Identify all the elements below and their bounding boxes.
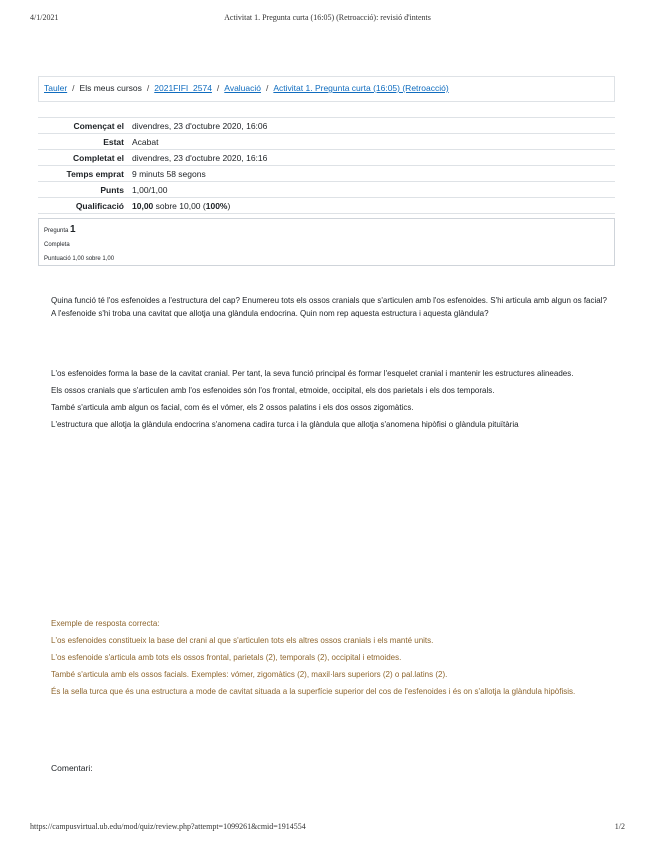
print-header [30,13,625,25]
right-answer-paragraph: També s'articula amb els ossos facials. Exemples: vómer, zigomàtics (2), maxil·lars superiors (2) o pal.latins (2). [51,670,448,679]
summary-label: Estat [38,134,128,150]
grade-middle: sobre 10,00 ( [153,200,206,211]
summary-label: Qualificació [38,198,128,214]
print-footer [30,822,625,834]
question-number-value: 1 [70,224,76,235]
print-title: Activitat 1. Pregunta curta (16:05) (Retroacció): revisió d'intents [224,13,431,22]
grade-end: ) [227,200,231,211]
print-url: https://campusvirtual.ub.edu/mod/quiz/review.php?attempt=1099261&cmid=1914554 [30,822,306,831]
right-answer-paragraph: Exemple de resposta correcta: [51,619,160,628]
summary-value: divendres, 23 d'octubre 2020, 16:16 [128,150,615,166]
summary-label: Temps emprat [38,166,128,182]
attempt-summary-table [38,117,615,214]
question-number-prefix: Pregunta [44,228,69,234]
grade-score: 10,00 [132,200,154,211]
summary-label: Punts [38,182,128,198]
summary-label: Completat el [38,150,128,166]
print-page-number: 1/2 [614,822,625,831]
question-state: Completa [44,242,70,248]
breadcrumb-link-dashboard[interactable]: Tauler [44,83,68,93]
breadcrumb-link-section[interactable]: Avaluació [224,83,261,93]
right-answer-paragraph: L'os esfenoide s'articula amb tots els ossos frontal, parietals (2), temporals (2), occipital i etmoides. [51,653,402,662]
question-info-box [38,218,615,266]
breadcrumb-link-activity[interactable]: Activitat 1. Pregunta curta (16:05) (Retroacció) [273,83,449,93]
answer-paragraph: L'os esfenoides forma la base de la cavitat cranial. Per tant, la seva funció principal és formar l'esquelet cranial i mantenir les estructures alineades. [51,369,574,378]
right-answer-paragraph: És la sella turca que és una estructura a mode de cavitat situada a la superfície superior del cos de l'esfenoides i és on s'allotja la glàndula hipòfisis. [51,687,576,696]
table-row [38,150,615,166]
breadcrumb-link-course[interactable]: 2021FIFI_2574 [154,83,212,93]
right-answer-feedback [51,617,611,702]
summary-value: divendres, 23 d'octubre 2020, 16:06 [128,118,615,134]
print-date: 4/1/2021 [30,13,59,22]
question-text-paragraph: Quina funció té l'os esfenoides a l'estructura del cap? Enumereu tots els ossos cranials que s'articulen amb l'os esfenoides. S'hi articula amb algun os facial? A l'esfenoide s'hi troba una cavitat que allotja una glàndula endocrina. Quin nom rep aquesta estructura i aquesta glàndula? [51,296,607,318]
table-row [38,134,615,150]
breadcrumb-separator: / [72,83,75,93]
grade-percent: 100% [205,200,228,211]
summary-label: Començat el [38,118,128,134]
table-row [38,166,615,182]
table-row [38,198,615,214]
answer-paragraph: També s'articula amb algun os facial, com és el vómer, els 2 ossos palatins i els dos ossos zigomàtics. [51,403,414,412]
breadcrumb-separator: / [216,83,220,93]
comment-label: Comentari: [51,763,93,773]
student-answer [51,367,611,435]
breadcrumb-separator: / [266,83,269,93]
summary-value: 9 minuts 58 segons [128,166,615,182]
breadcrumb-separator: / [146,83,150,93]
question-text [51,294,611,324]
answer-paragraph: Els ossos cranials que s'articulen amb l'os esfenoides són l'os frontal, etmoide, occipital, els dos parietals i els dos temporals. [51,386,495,395]
table-row [38,182,615,198]
summary-value: 1,00/1,00 [128,182,615,198]
breadcrumb-item-my-courses: Els meus cursos [79,83,142,93]
table-row [38,118,615,134]
right-answer-paragraph: L'os esfenoides constitueix la base del crani al que s'articulen tots els altres ossos cranials i els manté units. [51,636,434,645]
question-number [44,223,609,238]
question-grade: Puntuació 1,00 sobre 1,00 [44,256,115,262]
grade-value [128,198,615,214]
answer-paragraph: L'estructura que allotja la glàndula endocrina s'anomena cadira turca i la glàndula que allotja s'anomena hipòfisi o glàndula pituïtària [51,420,519,429]
breadcrumb [38,76,615,102]
summary-value: Acabat [128,134,615,150]
